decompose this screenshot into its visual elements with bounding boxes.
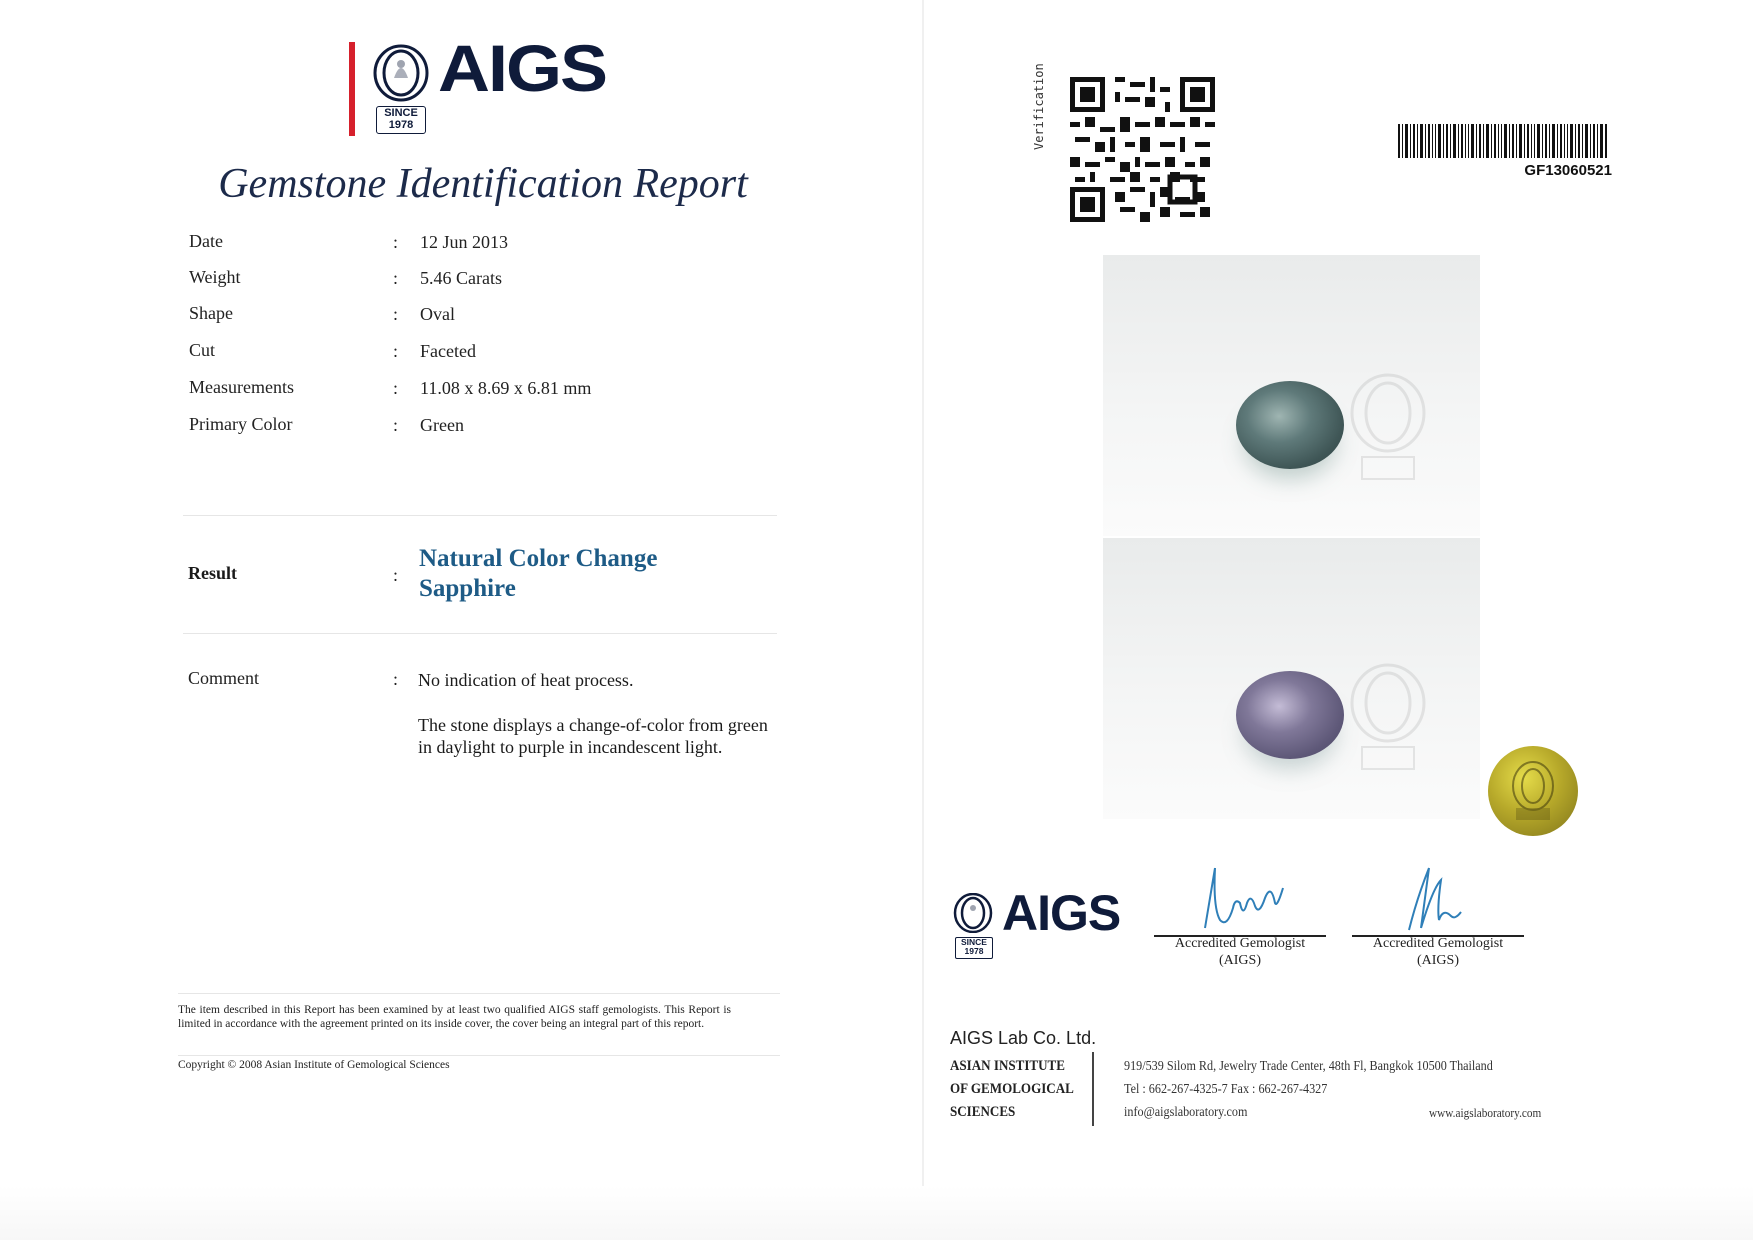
lab-phone: Tel : 662-267-4325-7 Fax : 662-267-4327: [1124, 1081, 1328, 1096]
since-badge: [955, 937, 993, 959]
comment-text: No indication of heat process.: [418, 670, 634, 690]
result-line: Natural Color Change: [419, 545, 658, 572]
signatory-org: (AIGS): [1219, 953, 1261, 968]
lab-website[interactable]: www.aigslaboratory.com: [1429, 1106, 1542, 1120]
field-colon: :: [393, 232, 399, 252]
field-value-measurements: 11.08 x 8.69 x 6.81 mm: [420, 378, 592, 398]
result-label: Result: [188, 563, 237, 583]
field-colon: :: [393, 669, 399, 689]
institute-line: ASIAN INSTITUTE: [950, 1058, 1065, 1074]
field-colon: :: [393, 268, 399, 288]
lab-name: AIGS Lab Co. Ltd.: [950, 1028, 1097, 1048]
footer-divider: [178, 1055, 780, 1056]
comment-text: The stone displays a change-of-color from green in daylight to purple in incandescent light.: [418, 715, 768, 757]
verification-label: Verification: [1032, 63, 1046, 150]
stone-photo-incandescent: [1103, 538, 1480, 819]
qr-code-icon[interactable]: [1070, 77, 1215, 222]
field-value-date: 12 Jun 2013: [420, 232, 509, 252]
section-divider: [183, 633, 777, 634]
aigs-emblem-icon: [953, 893, 993, 933]
field-value-primary-color: Green: [420, 415, 464, 435]
field-label-measurements: Measurements: [189, 377, 294, 397]
stone-photo-daylight: [1103, 255, 1480, 536]
gemstone-green: [1236, 381, 1344, 469]
field-colon: :: [393, 415, 399, 435]
since-text: SINCE: [961, 937, 987, 947]
gemstone-purple: [1236, 671, 1344, 759]
field-value-weight: 5.46 Carats: [420, 268, 502, 288]
lab-email[interactable]: info@aigslaboratory.com: [1124, 1104, 1248, 1119]
field-value-cut: Faceted: [420, 341, 476, 361]
logo-red-bar: [349, 42, 355, 136]
report-number: GF13060521: [1524, 162, 1612, 179]
institute-name: [950, 1055, 1074, 1124]
aigs-emblem-icon: [372, 44, 430, 102]
signatory-title: Accredited Gemologist: [1174, 936, 1306, 951]
signatory-caption: [1352, 935, 1524, 969]
since-year: 1978: [964, 946, 984, 956]
field-colon: :: [393, 341, 399, 361]
copyright-text: Copyright © 2008 Asian Institute of Gemological Sciences: [178, 1059, 450, 1071]
field-colon: :: [393, 378, 399, 398]
comment-label: Comment: [188, 668, 259, 688]
hologram-seal-icon: [1488, 746, 1578, 836]
since-year: 1978: [388, 119, 414, 131]
page-fold: [922, 0, 924, 1190]
report-title: Gemstone Identification Report: [218, 161, 748, 207]
barcode-icon: [1398, 124, 1608, 158]
field-colon: :: [393, 565, 399, 585]
since-text: SINCE: [384, 107, 418, 119]
field-colon: :: [393, 304, 399, 324]
signatory-org: (AIGS): [1417, 953, 1459, 968]
institute-line: OF GEMOLOGICAL: [950, 1081, 1074, 1097]
watermark-icon: [1348, 373, 1428, 483]
field-value-shape: Oval: [420, 304, 455, 324]
since-badge: [376, 106, 426, 134]
result-value: [419, 544, 739, 604]
signatory-title: Accredited Gemologist: [1372, 936, 1504, 951]
field-label-cut: Cut: [189, 340, 216, 360]
institute-line: SCIENCES: [950, 1104, 1016, 1120]
result-line: Sapphire: [419, 575, 516, 602]
watermark-icon: [1348, 663, 1428, 773]
signature-1: [1185, 858, 1305, 938]
signature-2: [1395, 858, 1475, 938]
address-separator: [1092, 1052, 1094, 1126]
brand-wordmark: AIGS: [438, 32, 607, 106]
footer-divider: [178, 993, 780, 994]
field-label-primary-color: Primary Color: [189, 414, 293, 434]
field-label-date: Date: [189, 231, 223, 251]
disclaimer-text: The item described in this Report has been examined by at least two qualified AIGS staff gemologists. This Report is limited in accordance with the agreement printed on its inside cover, the cover being an integral part of this report.: [178, 1004, 731, 1030]
field-label-shape: Shape: [189, 303, 233, 323]
section-divider: [183, 515, 777, 516]
signatory-caption: [1154, 935, 1326, 969]
page-bottom-edge: [0, 1186, 1753, 1240]
field-label-weight: Weight: [189, 267, 241, 287]
brand-wordmark: AIGS: [1002, 885, 1121, 941]
lab-address: 919/539 Silom Rd, Jewelry Trade Center, 48th Fl, Bangkok 10500 Thailand: [1124, 1058, 1493, 1073]
